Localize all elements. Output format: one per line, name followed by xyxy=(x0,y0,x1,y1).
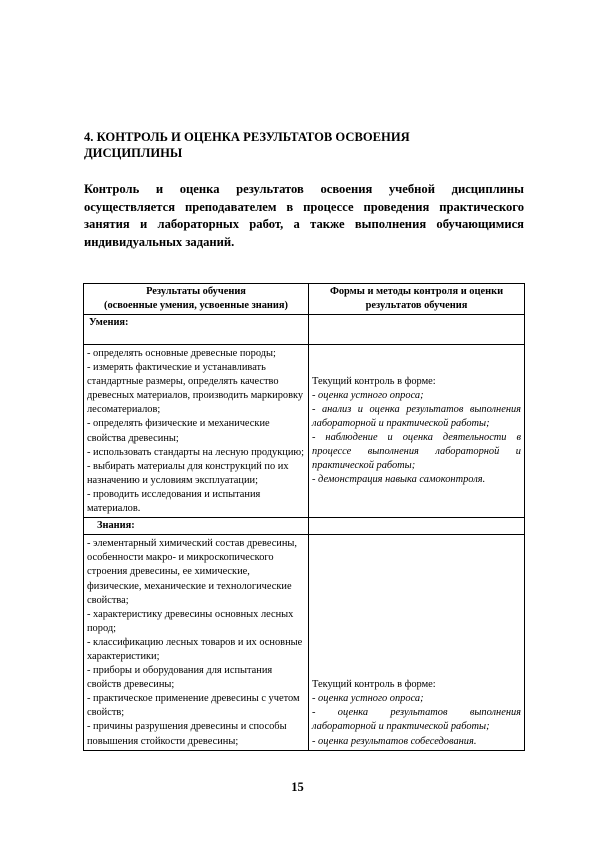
skill-item: - определять физические и механические свойства древесины; xyxy=(87,418,270,444)
skills-control-lead: Текущий контроль в форме: xyxy=(312,375,436,387)
knowledge-control-lead: Текущий контроль в форме: xyxy=(312,679,436,691)
knowledge-item: - элементарный химический состав древесины, особенности макро- и микроскопического строения древесины, ее химические, физические, механические и технологические свойства; xyxy=(87,538,298,606)
knowledge-item: - характеристику древесины основных лесных пород; xyxy=(87,608,294,634)
col2-header-line2: результатов обучения xyxy=(365,300,468,311)
skill-item: - использовать стандарты на лесную продукцию; xyxy=(87,446,305,458)
skills-label-empty-cell xyxy=(309,315,525,345)
table-header-row xyxy=(84,284,525,315)
knowledge-control-cell xyxy=(309,535,525,750)
page-number: 15 xyxy=(291,780,304,794)
knowledge-item: - классификацию лесных товаров и их основные характеристики; xyxy=(87,636,303,662)
knowledge-label-empty-cell xyxy=(309,518,525,535)
knowledge-control-item: - оценка устного опроса; xyxy=(312,693,424,705)
knowledge-label-row xyxy=(84,518,525,535)
skill-item: - измерять фактические и устанавливать стандартные размеры, определять качество древесных материалов, производить маркировку лесоматериалов; xyxy=(87,362,304,416)
section-heading-line2: ДИСЦИПЛИНЫ xyxy=(84,146,183,160)
section-heading-line1: 4. КОНТРОЛЬ И ОЦЕНКА РЕЗУЛЬТАТОВ ОСВОЕНИЯ xyxy=(84,130,410,144)
intro-paragraph: Контроль и оценка результатов освоения учебной дисциплины осуществляется преподавателем в процессе проведения практического занятия и лабораторных работ, а также выполнения обучающимися индивидуальных заданий. xyxy=(84,182,524,249)
col1-header-line1: Результаты обучения xyxy=(146,286,246,297)
skills-control-cell xyxy=(309,345,525,518)
skills-control-item: - оценка устного опроса; xyxy=(312,389,424,401)
knowledge-label: Знания: xyxy=(84,518,309,535)
knowledge-item: - приборы и оборудования для испытания свойств древесины; xyxy=(87,665,273,691)
results-table xyxy=(83,283,525,751)
skills-label-row xyxy=(84,315,525,345)
knowledge-item: - практическое применение древесины с учетом свойств; xyxy=(87,693,300,719)
skills-control-item: - анализ и оценка результатов выполнения лабораторной и практической работы; xyxy=(312,403,521,429)
skills-control-item: - демонстрация навыка самоконтроля. xyxy=(312,474,486,486)
knowledge-control-item: - оценка результатов выполнения лабораторной и практической работы; xyxy=(312,707,521,733)
knowledge-item: - причины разрушения древесины и способы повышения стойкости древесины; xyxy=(87,721,287,747)
skills-list xyxy=(84,345,309,518)
skill-item: - определять основные древесные породы; xyxy=(87,348,276,359)
skills-control-item: - наблюдение и оценка деятельности в процессе выполнения лабораторной и практической работы; xyxy=(312,432,521,472)
skill-item: - выбирать материалы для конструкций по их назначению и условиям эксплуатации; xyxy=(87,460,289,486)
skill-item: - проводить исследования и испытания материалов. xyxy=(87,488,261,515)
section-heading xyxy=(84,129,524,161)
skills-label: Умения: xyxy=(84,315,309,345)
knowledge-row xyxy=(84,535,525,750)
col1-header-line2: (освоенные умения, усвоенные знания) xyxy=(104,300,288,311)
knowledge-list xyxy=(84,535,309,750)
col1-header xyxy=(84,284,309,315)
skills-row xyxy=(84,345,525,518)
col2-header xyxy=(309,284,525,315)
knowledge-control-item: - оценка результатов собеседования. xyxy=(312,735,477,747)
col2-header-line1: Формы и методы контроля и оценки xyxy=(329,286,504,297)
